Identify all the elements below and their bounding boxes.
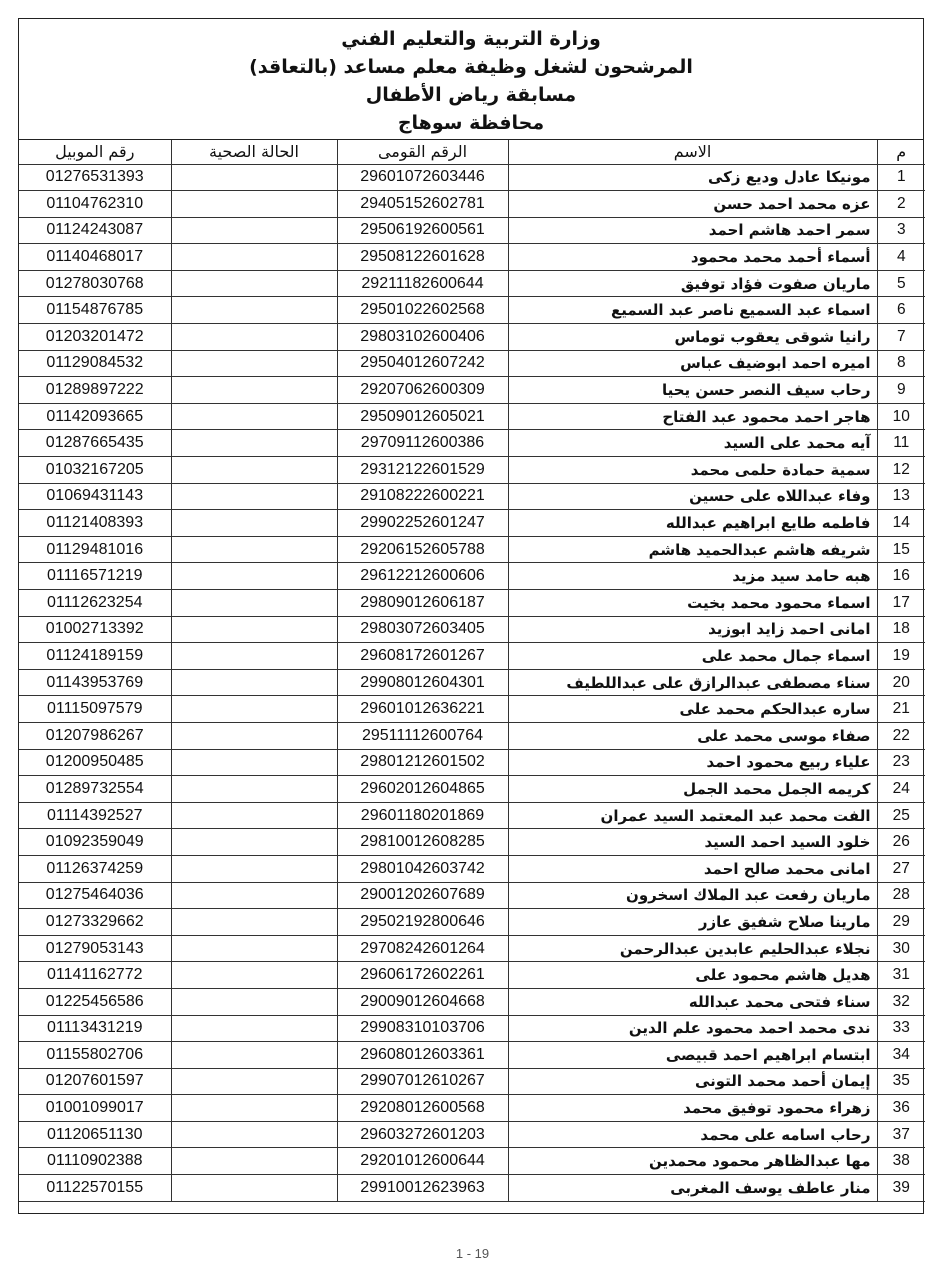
row-index: 34 bbox=[877, 1042, 925, 1069]
candidate-name: سناء فتحى محمد عبدالله bbox=[508, 988, 877, 1015]
mobile-number: 01124243087 bbox=[19, 217, 171, 244]
national-id: 29908012604301 bbox=[337, 669, 508, 696]
health-status bbox=[171, 749, 337, 776]
health-status bbox=[171, 802, 337, 829]
health-status bbox=[171, 430, 337, 457]
table-row bbox=[19, 483, 925, 510]
mobile-number: 01110902388 bbox=[19, 1148, 171, 1175]
candidate-name: شريفه هاشم عبدالحميد هاشم bbox=[508, 536, 877, 563]
candidate-name: علياء ربيع محمود احمد bbox=[508, 749, 877, 776]
table-row bbox=[19, 1015, 925, 1042]
table-row bbox=[19, 882, 925, 909]
health-status bbox=[171, 457, 337, 484]
table-row bbox=[19, 1068, 925, 1095]
candidate-name: رحاب اسامه على محمد bbox=[508, 1121, 877, 1148]
ministry-title: وزارة التربية والتعليم الفني bbox=[341, 28, 601, 50]
health-status bbox=[171, 669, 337, 696]
table-row bbox=[19, 217, 925, 244]
health-status bbox=[171, 244, 337, 271]
health-status bbox=[171, 377, 337, 404]
national-id: 29001202607689 bbox=[337, 882, 508, 909]
row-index: 6 bbox=[877, 297, 925, 324]
row-index: 7 bbox=[877, 324, 925, 351]
row-index: 17 bbox=[877, 590, 925, 617]
table-row bbox=[19, 377, 925, 404]
page-number: 1 - 19 bbox=[455, 1246, 490, 1261]
mobile-number: 01140468017 bbox=[19, 244, 171, 271]
national-id: 29602012604865 bbox=[337, 776, 508, 803]
candidate-name: اسماء جمال محمد على bbox=[508, 643, 877, 670]
table-row bbox=[19, 430, 925, 457]
mobile-number: 01225456586 bbox=[19, 988, 171, 1015]
row-index: 28 bbox=[877, 882, 925, 909]
mobile-number: 01124189159 bbox=[19, 643, 171, 670]
table-row bbox=[19, 855, 925, 882]
row-index: 3 bbox=[877, 217, 925, 244]
mobile-number: 01114392527 bbox=[19, 802, 171, 829]
col-header-mobile: رقم الموبيل bbox=[19, 140, 171, 164]
table-row bbox=[19, 350, 925, 377]
table-row bbox=[19, 536, 925, 563]
row-index: 5 bbox=[877, 270, 925, 297]
candidate-name: اميره احمد ابوضيف عباس bbox=[508, 350, 877, 377]
row-index: 12 bbox=[877, 457, 925, 484]
national-id: 29009012604668 bbox=[337, 988, 508, 1015]
national-id: 29211182600644 bbox=[337, 270, 508, 297]
col-header-national-id: الرقم القومى bbox=[337, 140, 508, 164]
mobile-number: 01207601597 bbox=[19, 1068, 171, 1095]
national-id: 29612212600606 bbox=[337, 563, 508, 590]
candidate-name: الفت محمد عبد المعتمد السيد عمران bbox=[508, 802, 877, 829]
row-index: 35 bbox=[877, 1068, 925, 1095]
mobile-number: 01203201472 bbox=[19, 324, 171, 351]
candidate-name: مها عبدالظاهر محمود محمدين bbox=[508, 1148, 877, 1175]
table-row bbox=[19, 722, 925, 749]
national-id: 29207062600309 bbox=[337, 377, 508, 404]
candidate-name: اسماء عبد السميع ناصر عبد السميع bbox=[508, 297, 877, 324]
national-id: 29206152605788 bbox=[337, 536, 508, 563]
national-id: 29801212601502 bbox=[337, 749, 508, 776]
health-status bbox=[171, 855, 337, 882]
table-row bbox=[19, 988, 925, 1015]
mobile-number: 01121408393 bbox=[19, 510, 171, 537]
row-index: 31 bbox=[877, 962, 925, 989]
candidate-name: وفاء عبداللاه على حسين bbox=[508, 483, 877, 510]
row-index: 16 bbox=[877, 563, 925, 590]
health-status bbox=[171, 643, 337, 670]
mobile-number: 01120651130 bbox=[19, 1121, 171, 1148]
mobile-number: 01278030768 bbox=[19, 270, 171, 297]
row-index: 2 bbox=[877, 191, 925, 218]
national-id: 29709112600386 bbox=[337, 430, 508, 457]
health-status bbox=[171, 696, 337, 723]
row-index: 33 bbox=[877, 1015, 925, 1042]
table-row bbox=[19, 749, 925, 776]
candidate-name: سناء مصطفى عبدالرازق على عبداللطيف bbox=[508, 669, 877, 696]
candidate-name: نجلاء عبدالحليم عابدين عبدالرحمن bbox=[508, 935, 877, 962]
candidate-name: مونيكا عادل وديع زكى bbox=[508, 164, 877, 191]
mobile-number: 01001099017 bbox=[19, 1095, 171, 1122]
table-row bbox=[19, 1095, 925, 1122]
row-index: 39 bbox=[877, 1175, 925, 1202]
health-status bbox=[171, 1015, 337, 1042]
row-index: 21 bbox=[877, 696, 925, 723]
row-index: 10 bbox=[877, 403, 925, 430]
national-id: 29608172601267 bbox=[337, 643, 508, 670]
candidate-name: خلود السيد احمد السيد bbox=[508, 829, 877, 856]
health-status bbox=[171, 483, 337, 510]
col-header-health: الحالة الصحية bbox=[171, 140, 337, 164]
mobile-number: 01207986267 bbox=[19, 722, 171, 749]
row-index: 32 bbox=[877, 988, 925, 1015]
row-index: 26 bbox=[877, 829, 925, 856]
table-row bbox=[19, 244, 925, 271]
table-row bbox=[19, 802, 925, 829]
national-id: 29708242601264 bbox=[337, 935, 508, 962]
candidate-name: كريمه الجمل محمد الجمل bbox=[508, 776, 877, 803]
row-index: 18 bbox=[877, 616, 925, 643]
table-row bbox=[19, 510, 925, 537]
health-status bbox=[171, 1095, 337, 1122]
mobile-number: 01289897222 bbox=[19, 377, 171, 404]
national-id: 29509012605021 bbox=[337, 403, 508, 430]
health-status bbox=[171, 776, 337, 803]
table-row bbox=[19, 1148, 925, 1175]
national-id: 29809012606187 bbox=[337, 590, 508, 617]
document-sheet bbox=[18, 18, 924, 1214]
national-id: 29508122601628 bbox=[337, 244, 508, 271]
row-index: 29 bbox=[877, 909, 925, 936]
candidate-name: إيمان أحمد محمد التونى bbox=[508, 1068, 877, 1095]
row-index: 20 bbox=[877, 669, 925, 696]
row-index: 24 bbox=[877, 776, 925, 803]
health-status bbox=[171, 988, 337, 1015]
candidate-name: رانيا شوقى يعقوب توماس bbox=[508, 324, 877, 351]
mobile-number: 01112623254 bbox=[19, 590, 171, 617]
row-index: 14 bbox=[877, 510, 925, 537]
national-id: 29601012636221 bbox=[337, 696, 508, 723]
national-id: 29506192600561 bbox=[337, 217, 508, 244]
mobile-number: 01002713392 bbox=[19, 616, 171, 643]
mobile-number: 01143953769 bbox=[19, 669, 171, 696]
mobile-number: 01200950485 bbox=[19, 749, 171, 776]
table-row bbox=[19, 191, 925, 218]
health-status bbox=[171, 324, 337, 351]
health-status bbox=[171, 403, 337, 430]
candidate-name: امانى محمد صالح احمد bbox=[508, 855, 877, 882]
row-index: 13 bbox=[877, 483, 925, 510]
candidate-name: هديل هاشم محمود على bbox=[508, 962, 877, 989]
health-status bbox=[171, 350, 337, 377]
national-id: 29601180201869 bbox=[337, 802, 508, 829]
health-status bbox=[171, 590, 337, 617]
mobile-number: 01155802706 bbox=[19, 1042, 171, 1069]
candidate-name: عزه محمد احمد حسن bbox=[508, 191, 877, 218]
mobile-number: 01129481016 bbox=[19, 536, 171, 563]
table-row bbox=[19, 270, 925, 297]
table-row bbox=[19, 669, 925, 696]
row-index: 36 bbox=[877, 1095, 925, 1122]
mobile-number: 01032167205 bbox=[19, 457, 171, 484]
row-index: 9 bbox=[877, 377, 925, 404]
table-row bbox=[19, 590, 925, 617]
row-index: 30 bbox=[877, 935, 925, 962]
mobile-number: 01275464036 bbox=[19, 882, 171, 909]
mobile-number: 01104762310 bbox=[19, 191, 171, 218]
candidate-name: ماريان صفوت فؤاد توفيق bbox=[508, 270, 877, 297]
candidate-name: امانى احمد زايد ابوزيد bbox=[508, 616, 877, 643]
health-status bbox=[171, 270, 337, 297]
national-id: 29803072603405 bbox=[337, 616, 508, 643]
health-status bbox=[171, 1121, 337, 1148]
health-status bbox=[171, 217, 337, 244]
table-row bbox=[19, 643, 925, 670]
governorate-title: محافظة سوهاج bbox=[397, 112, 545, 134]
national-id: 29801042603742 bbox=[337, 855, 508, 882]
candidate-name: سمية حمادة حلمى محمد bbox=[508, 457, 877, 484]
national-id: 29803102600406 bbox=[337, 324, 508, 351]
health-status bbox=[171, 935, 337, 962]
candidate-name: منار عاطف يوسف المغربى bbox=[508, 1175, 877, 1202]
health-status bbox=[171, 722, 337, 749]
row-index: 23 bbox=[877, 749, 925, 776]
national-id: 29810012608285 bbox=[337, 829, 508, 856]
candidate-name: ماريان رفعت عبد الملاك اسخرون bbox=[508, 882, 877, 909]
national-id: 29108222600221 bbox=[337, 483, 508, 510]
mobile-number: 01092359049 bbox=[19, 829, 171, 856]
table-row bbox=[19, 457, 925, 484]
table-row bbox=[19, 297, 925, 324]
health-status bbox=[171, 563, 337, 590]
mobile-number: 01142093665 bbox=[19, 403, 171, 430]
row-index: 8 bbox=[877, 350, 925, 377]
health-status bbox=[171, 164, 337, 191]
national-id: 29501022602568 bbox=[337, 297, 508, 324]
table-row bbox=[19, 829, 925, 856]
candidate-name: ندى محمد احمد محمود علم الدين bbox=[508, 1015, 877, 1042]
row-index: 1 bbox=[877, 164, 925, 191]
mobile-number: 01276531393 bbox=[19, 164, 171, 191]
mobile-number: 01122570155 bbox=[19, 1175, 171, 1202]
national-id: 29910012623963 bbox=[337, 1175, 508, 1202]
national-id: 29208012600568 bbox=[337, 1095, 508, 1122]
table-row bbox=[19, 776, 925, 803]
table-row bbox=[19, 696, 925, 723]
mobile-number: 01141162772 bbox=[19, 962, 171, 989]
mobile-number: 01115097579 bbox=[19, 696, 171, 723]
health-status bbox=[171, 1175, 337, 1202]
row-index: 37 bbox=[877, 1121, 925, 1148]
table-row bbox=[19, 1175, 925, 1202]
col-header-name: الاسم bbox=[508, 140, 877, 164]
national-id: 29603272601203 bbox=[337, 1121, 508, 1148]
candidate-name: هاجر احمد محمود عبد الفتاح bbox=[508, 403, 877, 430]
table-row bbox=[19, 324, 925, 351]
table-header-row bbox=[19, 140, 925, 164]
row-index: 4 bbox=[877, 244, 925, 271]
health-status bbox=[171, 829, 337, 856]
col-header-index: م bbox=[877, 140, 925, 164]
health-status bbox=[171, 882, 337, 909]
health-status bbox=[171, 616, 337, 643]
candidate-name: مارينا صلاح شفيق عازر bbox=[508, 909, 877, 936]
health-status bbox=[171, 191, 337, 218]
mobile-number: 01126374259 bbox=[19, 855, 171, 882]
national-id: 29405152602781 bbox=[337, 191, 508, 218]
mobile-number: 01113431219 bbox=[19, 1015, 171, 1042]
mobile-number: 01154876785 bbox=[19, 297, 171, 324]
table-row bbox=[19, 403, 925, 430]
mobile-number: 01289732554 bbox=[19, 776, 171, 803]
table-row bbox=[19, 1121, 925, 1148]
table-row bbox=[19, 164, 925, 191]
health-status bbox=[171, 297, 337, 324]
row-index: 11 bbox=[877, 430, 925, 457]
national-id: 29606172602261 bbox=[337, 962, 508, 989]
mobile-number: 01287665435 bbox=[19, 430, 171, 457]
health-status bbox=[171, 1148, 337, 1175]
row-index: 15 bbox=[877, 536, 925, 563]
candidate-name: آيه محمد على السيد bbox=[508, 430, 877, 457]
mobile-number: 01279053143 bbox=[19, 935, 171, 962]
candidate-name: فاطمه طايع ابراهيم عبدالله bbox=[508, 510, 877, 537]
candidate-name: اسماء محمود محمد بخيت bbox=[508, 590, 877, 617]
national-id: 29201012600644 bbox=[337, 1148, 508, 1175]
mobile-number: 01069431143 bbox=[19, 483, 171, 510]
row-index: 25 bbox=[877, 802, 925, 829]
candidate-name: رحاب سيف النصر حسن يحيا bbox=[508, 377, 877, 404]
mobile-number: 01273329662 bbox=[19, 909, 171, 936]
table-row bbox=[19, 962, 925, 989]
competition-title: مسابقة رياض الأطفال bbox=[365, 84, 577, 106]
national-id: 29608012603361 bbox=[337, 1042, 508, 1069]
candidate-name: سمر احمد هاشم احمد bbox=[508, 217, 877, 244]
table-row bbox=[19, 563, 925, 590]
table-row bbox=[19, 909, 925, 936]
row-index: 19 bbox=[877, 643, 925, 670]
national-id: 29908310103706 bbox=[337, 1015, 508, 1042]
candidate-name: ساره عبدالحكم محمد على bbox=[508, 696, 877, 723]
health-status bbox=[171, 962, 337, 989]
health-status bbox=[171, 536, 337, 563]
national-id: 29601072603446 bbox=[337, 164, 508, 191]
candidate-name: زهراء محمود توفيق محمد bbox=[508, 1095, 877, 1122]
national-id: 29502192800646 bbox=[337, 909, 508, 936]
national-id: 29504012607242 bbox=[337, 350, 508, 377]
mobile-number: 01116571219 bbox=[19, 563, 171, 590]
table-row bbox=[19, 935, 925, 962]
candidates-table bbox=[19, 140, 925, 1202]
candidate-name: أسماء أحمد محمد محمود bbox=[508, 244, 877, 271]
national-id: 29902252601247 bbox=[337, 510, 508, 537]
mobile-number: 01129084532 bbox=[19, 350, 171, 377]
document-header bbox=[19, 19, 923, 140]
national-id: 29312122601529 bbox=[337, 457, 508, 484]
table-row bbox=[19, 1042, 925, 1069]
row-index: 38 bbox=[877, 1148, 925, 1175]
national-id: 29511112600764 bbox=[337, 722, 508, 749]
candidate-name: صفاء موسى محمد على bbox=[508, 722, 877, 749]
candidate-name: هبه حامد سيد مزيد bbox=[508, 563, 877, 590]
candidate-name: ابتسام ابراهيم احمد قبيصى bbox=[508, 1042, 877, 1069]
health-status bbox=[171, 1068, 337, 1095]
health-status bbox=[171, 510, 337, 537]
job-title: المرشحون لشغل وظيفة معلم مساعد (بالتعاقد) bbox=[249, 56, 693, 78]
health-status bbox=[171, 1042, 337, 1069]
table-row bbox=[19, 616, 925, 643]
health-status bbox=[171, 909, 337, 936]
row-index: 22 bbox=[877, 722, 925, 749]
row-index: 27 bbox=[877, 855, 925, 882]
national-id: 29907012610267 bbox=[337, 1068, 508, 1095]
